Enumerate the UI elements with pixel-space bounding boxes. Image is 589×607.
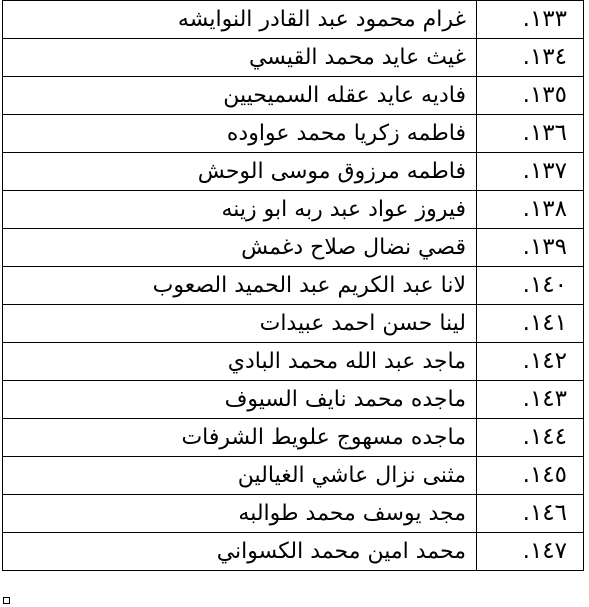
table-row [3, 229, 584, 267]
person-name: فاديه عايد عقله السميحيين [223, 82, 466, 108]
row-number: ١٣٥. [522, 82, 567, 108]
row-number-cell [477, 153, 584, 191]
table-row [3, 495, 584, 533]
person-name: فاطمه مرزوق موسى الوحش [197, 158, 466, 184]
paragraph-mark [3, 597, 10, 604]
row-number: ١٤٣. [522, 386, 567, 412]
row-number-cell [477, 77, 584, 115]
table-row [3, 457, 584, 495]
name-cell [3, 343, 477, 381]
row-number-cell [477, 457, 584, 495]
name-cell [3, 267, 477, 305]
row-number: ١٣٦. [522, 120, 567, 146]
name-cell [3, 191, 477, 229]
name-cell [3, 39, 477, 77]
person-name: فاطمه زكريا محمد عواوده [226, 120, 466, 146]
person-name: لينا حسن احمد عبيدات [259, 310, 466, 336]
row-number-cell [477, 495, 584, 533]
row-number: ١٣٨. [522, 196, 567, 222]
person-name: ماجد عبد الله محمد البادي [227, 348, 466, 374]
person-name: مثنى نزال عاشي الغيالين [237, 462, 466, 488]
table-row [3, 267, 584, 305]
name-cell [3, 457, 477, 495]
table-row [3, 533, 584, 571]
name-cell [3, 305, 477, 343]
row-number-cell [477, 1, 584, 39]
name-cell [3, 153, 477, 191]
row-number: ١٤٧. [522, 538, 567, 564]
table-row [3, 419, 584, 457]
row-number-cell [477, 533, 584, 571]
name-cell [3, 229, 477, 267]
table-row [3, 153, 584, 191]
row-number: ١٤٠. [522, 272, 567, 298]
table-row [3, 343, 584, 381]
name-cell [3, 419, 477, 457]
name-cell [3, 495, 477, 533]
row-number-cell [477, 343, 584, 381]
row-number-cell [477, 191, 584, 229]
row-number: ١٤٦. [522, 500, 567, 526]
row-number-cell [477, 39, 584, 77]
table-row [3, 115, 584, 153]
person-name: لانا عبد الكريم عبد الحميد الصعوب [152, 272, 466, 298]
row-number-cell [477, 381, 584, 419]
row-number-cell [477, 419, 584, 457]
row-number: ١٤٤. [522, 424, 567, 450]
row-number: ١٣٩. [522, 234, 567, 260]
names-table [2, 0, 584, 571]
person-name: غرام محمود عبد القادر النوايشه [177, 6, 466, 32]
row-number-cell [477, 229, 584, 267]
table-row [3, 1, 584, 39]
table-row [3, 381, 584, 419]
row-number: ١٤٢. [522, 348, 567, 374]
row-number-cell [477, 267, 584, 305]
name-cell [3, 1, 477, 39]
name-cell [3, 381, 477, 419]
table-row [3, 305, 584, 343]
person-name: قصي نضال صلاح دغمش [241, 234, 466, 260]
name-cell [3, 77, 477, 115]
row-number: ١٣٧. [522, 158, 567, 184]
row-number: ١٣٣. [522, 6, 567, 32]
name-cell [3, 533, 477, 571]
table-row [3, 39, 584, 77]
person-name: ماجده محمد نايف السيوف [224, 386, 466, 412]
row-number: ١٣٤. [522, 44, 567, 70]
person-name: مجد يوسف محمد طوالبه [238, 500, 466, 526]
row-number-cell [477, 305, 584, 343]
person-name: ماجده مسهوج علويط الشرفات [181, 424, 466, 450]
table-row [3, 77, 584, 115]
person-name: محمد امين محمد الكسواني [216, 538, 466, 564]
row-number: ١٤١. [522, 310, 567, 336]
name-cell [3, 115, 477, 153]
row-number: ١٤٥. [522, 462, 567, 488]
person-name: غيث عايد محمد القيسي [248, 44, 466, 70]
names-table-body [3, 1, 584, 571]
row-number-cell [477, 115, 584, 153]
person-name: فيروز عواد عبد ربه ابو زينه [221, 196, 466, 222]
table-row [3, 191, 584, 229]
